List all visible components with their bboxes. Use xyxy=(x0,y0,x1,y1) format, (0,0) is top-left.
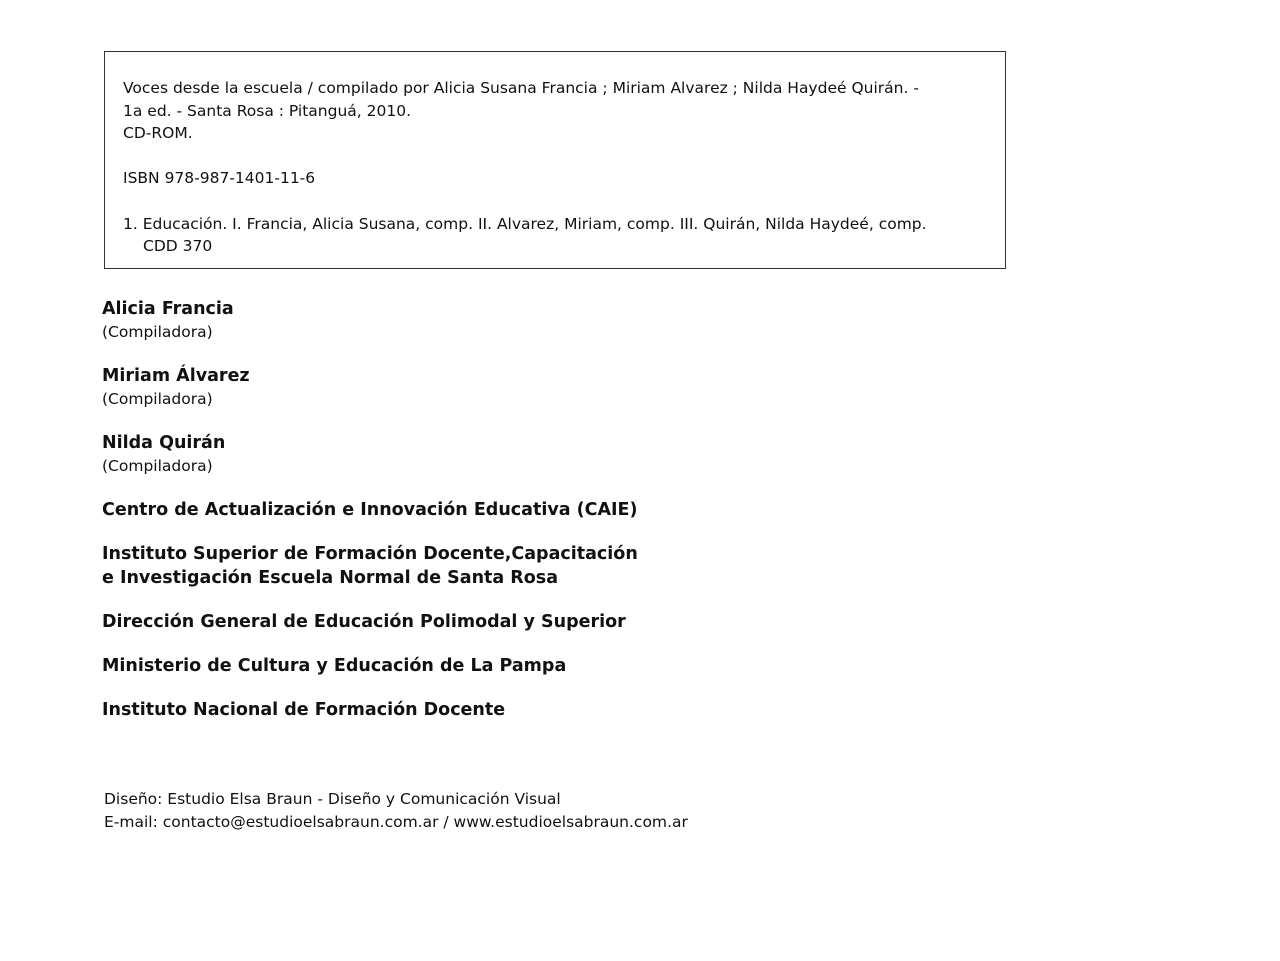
institution-entry xyxy=(102,698,802,722)
institution-name: Dirección General de Educación Polimodal y Superior xyxy=(102,612,626,632)
catalog-format-line: CD-ROM. xyxy=(123,124,193,143)
design-credits xyxy=(104,788,688,834)
catalog-title-line: Voces desde la escuela / compilado por Alicia Susana Francia ; Miriam Alvarez ; Nilda Haydeé Quirán. - xyxy=(123,79,919,97)
spacer xyxy=(123,145,987,168)
compiler-entry xyxy=(102,431,802,477)
catalog-record-box xyxy=(104,51,1006,269)
catalog-isbn: ISBN 978-987-1401-11-6 xyxy=(123,169,316,188)
compiler-role: (Compiladora) xyxy=(102,457,213,475)
catalog-subjects: 1. Educación. I. Francia, Alicia Susana, comp. II. Alvarez, Miriam, comp. III. Quirán, Nilda Haydeé, comp. xyxy=(123,214,927,233)
design-credit-line: Diseño: Estudio Elsa Braun - Diseño y Comunicación Visual xyxy=(104,790,561,808)
catalog-cdd: CDD 370 xyxy=(143,237,213,256)
credits-section xyxy=(102,297,802,742)
spacer xyxy=(123,190,987,213)
compiler-name: Alicia Francia xyxy=(102,299,234,319)
institution-name: Ministerio de Cultura y Educación de La Pampa xyxy=(102,656,567,676)
institution-name: Instituto Superior de Formación Docente,Capacitación xyxy=(102,544,638,564)
compiler-name: Miriam Álvarez xyxy=(102,366,250,386)
institution-name: Instituto Nacional de Formación Docente xyxy=(102,700,506,720)
compiler-role: (Compiladora) xyxy=(102,390,213,408)
institution-entry xyxy=(102,610,802,634)
institution-name: Centro de Actualización e Innovación Educativa (CAIE) xyxy=(102,500,638,520)
institution-name-continued: e Investigación Escuela Normal de Santa Rosa xyxy=(102,568,559,588)
compiler-name: Nilda Quirán xyxy=(102,433,226,453)
catalog-edition-line: 1a ed. - Santa Rosa : Pitanguá, 2010. xyxy=(123,101,412,120)
institution-entry xyxy=(102,498,802,522)
contact-line: E-mail: contacto@estudioelsabraun.com.ar / www.estudioelsabraun.com.ar xyxy=(104,813,688,831)
institution-entry xyxy=(102,654,802,678)
compiler-entry xyxy=(102,364,802,410)
compiler-role: (Compiladora) xyxy=(102,323,213,341)
institution-entry xyxy=(102,542,802,590)
compiler-entry xyxy=(102,297,802,343)
